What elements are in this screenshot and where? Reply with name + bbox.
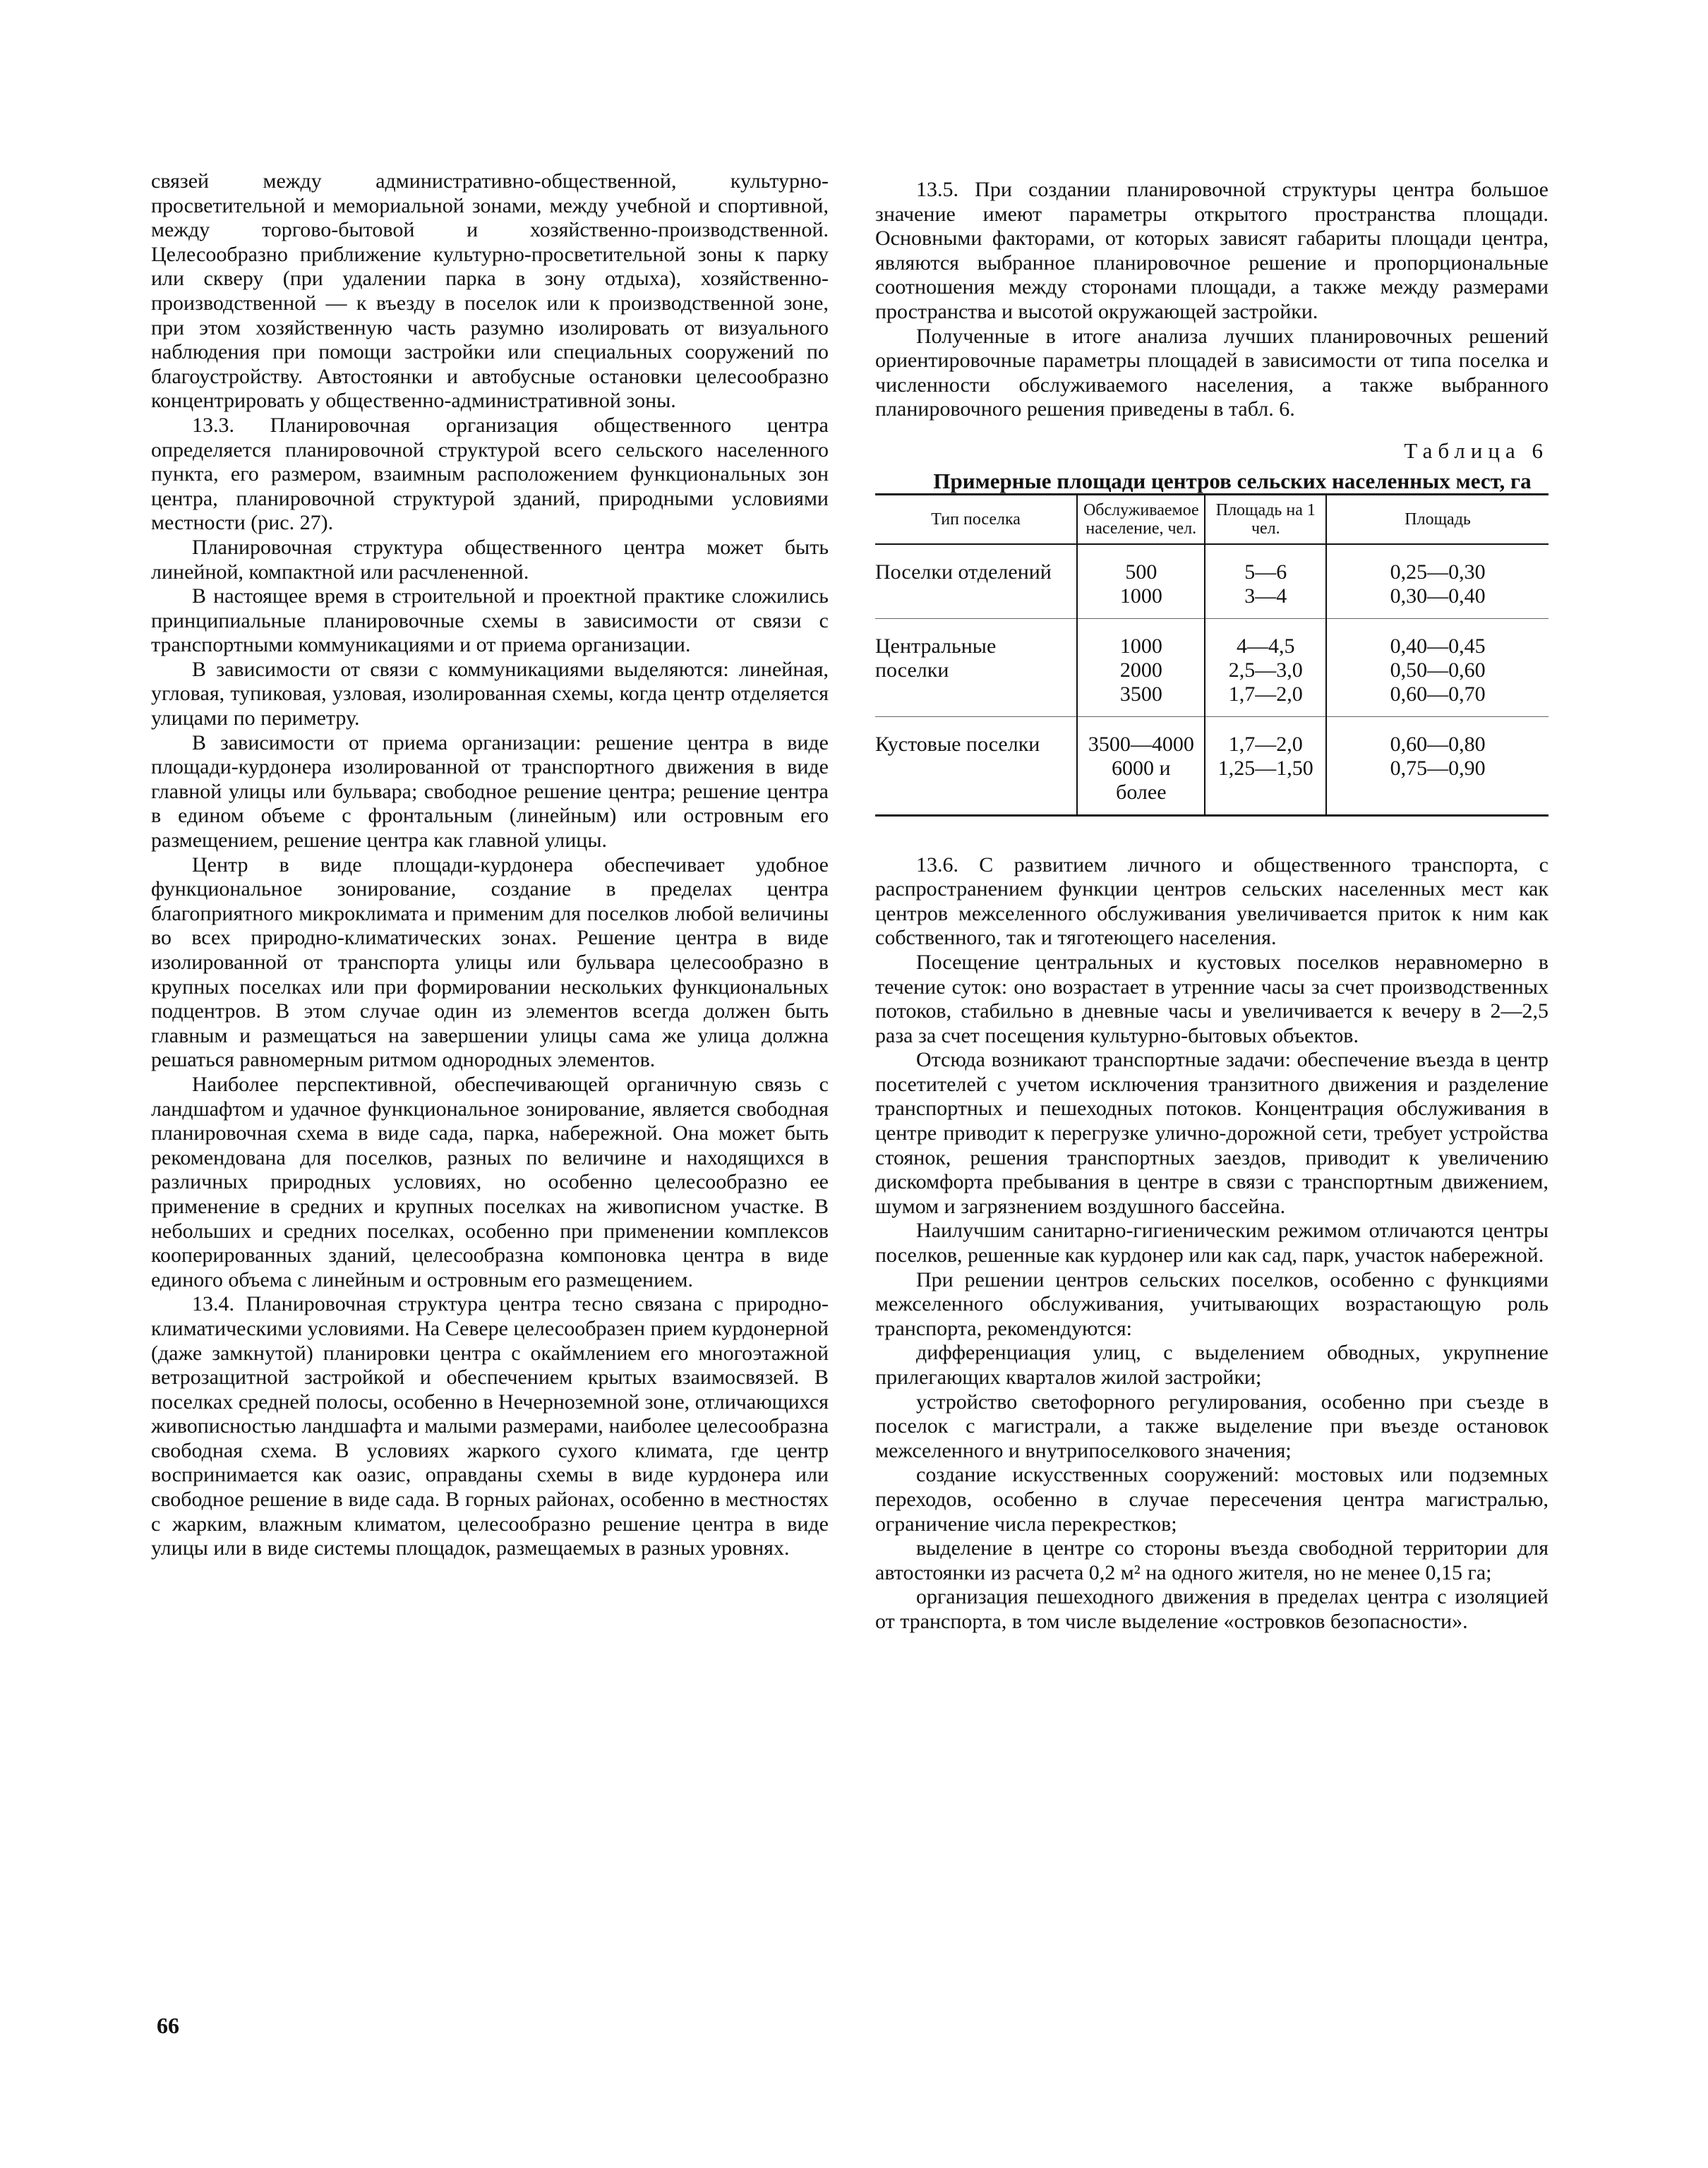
cell-value: 1,7—2,0 — [1228, 732, 1303, 756]
cell-population — [1077, 618, 1205, 716]
cell-type: Поселки отделений — [875, 560, 1052, 584]
paragraph: Полученные в итоге анализа лучших планировочных решений ориентировочные параметры площадей в зависимости от типа поселка и численности обслуживаемого населения, а также выбранного планировочного решения приведены в табл. 6. — [875, 324, 1548, 421]
list-item: организация пешеходного движения в пределах центра с изоляцией от транспорта, в том числе выделение «островков безопасности». — [875, 1585, 1548, 1633]
cell-per-person — [1205, 618, 1326, 716]
cell-type: Центральные поселки — [875, 618, 1077, 716]
cell-per-person — [1205, 544, 1326, 619]
paragraph-13-4: 13.4. Планировочная структура центра тесно связана с природно-климатическими условиями. На Севере целесообразен прием курдонерной (даже замкнутой) планировки центра с окаймлением его многоэтажной ветрозащитной застройкой и обеспечением крытых взаимосвязей. В поселках средней полосы, особенно в Нечерноземной зоне, отличающихся живописностью ландшафта и малыми размерами, наиболее целесообразна свободная схема. В условиях жаркого сухого климата, где центр воспринимается как оазис, оправданы схемы в виде курдонера или свободное решение в виде сада. В горных районах, особенно в местностях с жарким, влажным климатом, целесообразно решение центра в виде улицы или в виде системы площадок, размещаемых в разных уровнях. — [151, 1292, 829, 1560]
cell-population — [1077, 716, 1205, 815]
header-population: Обслуживаемое население, чел. — [1077, 494, 1205, 544]
cell-population — [1077, 544, 1205, 619]
left-column — [151, 169, 829, 1561]
paragraph: Планировочная структура общественного центра может быть линейной, компактной или расчлененной. — [151, 535, 829, 584]
list-item: создание искусственных сооружений: мостовых или подземных переходов, особенно в случае пересечения центра магистралью, ограничение числа перекрестков; — [875, 1463, 1548, 1536]
table-label: Таблица 6 — [1404, 438, 1548, 463]
table-row — [875, 716, 1548, 815]
table-header-row — [875, 494, 1548, 544]
cell-value: 3—4 — [1244, 584, 1287, 608]
table-title: Примерные площади центров сельских населенных мест, га — [933, 468, 1532, 493]
cell-value: 0,50—0,60 — [1390, 658, 1486, 682]
paragraph-13-6: 13.6. С развитием личного и общественного транспорта, с распространением функции центров сельских населенных мест как центров межселенного обслуживания увеличивается приток к ним как собственного, так и тяготеющего населения. — [875, 853, 1548, 950]
header-type: Тип поселка — [875, 494, 1077, 544]
list-item: дифференциация улиц, с выделением обводных, укрупнение прилегающих кварталов жилой застройки; — [875, 1341, 1548, 1389]
cell-value: 0,60—0,80 — [1390, 732, 1486, 756]
header-per-person: Площадь на 1 чел. — [1205, 494, 1326, 544]
cell-value: 0,25—0,30 — [1390, 560, 1486, 584]
cell-value: 500 — [1125, 560, 1157, 584]
table-row — [875, 544, 1548, 619]
cell-value: 3500—4000 — [1088, 732, 1194, 756]
cell-value: 4—4,5 — [1237, 634, 1295, 658]
cell-type: Кустовые поселки — [875, 716, 1077, 815]
cell-value: 0,30—0,40 — [1390, 584, 1486, 608]
paragraph: Наилучшим санитарно-гигиеническим режимом отличаются центры поселков, решенные как курдонер или как сад, парк, участок набережной. — [875, 1219, 1548, 1267]
cell-value: 3500 — [1119, 682, 1162, 706]
cell-value: 2000 — [1119, 658, 1162, 682]
paragraph-13-3: 13.3. Планировочная организация общественного центра определяется планировочной структурой всего сельского населенного пункта, его размером, взаимным расположением функциональных зон центра, планировочной структурой зданий, природными условиями местности (рис. 27). — [151, 413, 829, 535]
cell-value: 1000 — [1119, 584, 1162, 608]
cell-value: 1,7—2,0 — [1228, 682, 1303, 706]
cell-area — [1326, 618, 1548, 716]
cell-value: 1,25—1,50 — [1217, 756, 1313, 780]
paragraph: В настоящее время в строительной и проектной практике сложились принципиальные планировочные схемы в зависимости от связи с транспортными коммуникациями и от приема организации. — [151, 584, 829, 657]
paragraph: При решении центров сельских поселков, особенно с функциями межселенного обслуживания, учитывающих возрастающую роль транспорта, рекомендуются: — [875, 1267, 1548, 1340]
paragraph: Посещение центральных и кустовых поселков неравномерно в течение суток: оно возрастает в утренние часы за счет производственных потоков, стабильно в дневные часы и увеличивается к вечеру в 2—2,5 раза за счет посещения культурно-бытовых объектов. — [875, 950, 1548, 1047]
cell-value: 0,75—0,90 — [1390, 756, 1486, 780]
cell-area — [1326, 544, 1548, 619]
cell-per-person — [1205, 716, 1326, 815]
paragraph: Отсюда возникают транспортные задачи: обеспечение въезда в центр посетителей с учетом исключения транзитного движения и разделение транспортных и пешеходных потоков. Концентрация обслуживания в центре приводит к перегрузке улично-дорожной сети, требует устройства стоянок, решения транспортных заездов, приводит к увеличению дискомфорта пребывания в центре в связи с транспортным движением, шумом и загрязнением воздушного бассейна. — [875, 1048, 1548, 1218]
paragraph: Наиболее перспективной, обеспечивающей органичную связь с ландшафтом и удачное функциональное зонирование, является свободная планировочная схема в виде сада, парка, набережной. Она может быть рекомендована для поселков, разных по величине и находящихся в различных природных условиях, но особенно целесообразно ее применение в средних и крупных поселках на живописном участке. В небольших и средних поселках, особенно при применении комплексов кооперированных зданий, целесообразна компоновка центра в виде единого объема с линейным и островным его размещением. — [151, 1072, 829, 1291]
paragraph-13-5: 13.5. При создании планировочной структуры центра большое значение имеют параметры открытого пространства площади. Основными факторами, от которых зависят габариты площади центра, являются выбранное планировочное решение и пропорциональные соотношения между сторонами площади, а также между размерами пространства и высотой окружающей застройки. — [875, 178, 1548, 323]
paragraph: Центр в виде площади-курдонера обеспечивает удобное функциональное зонирование, создание в пределах центра благоприятного микроклимата и применим для поселков любой величины во всех природно-климатических зонах. Решение центра в виде изолированной от транспорта улицы или бульвара целесообразно в крупных поселках или при формировании нескольких функциональных подцентров. В этом случае один из элементов всегда должен быть главным и размещаться на завершении улицы сама же улица должна решаться равномерным ритмом однородных элементов. — [151, 853, 829, 1072]
cell-value: 5—6 — [1244, 560, 1287, 584]
page-number: 66 — [157, 2013, 179, 2038]
table-row — [875, 618, 1548, 716]
list-item: выделение в центре со стороны въезда свободной территории для автостоянки из расчета 0,2 м² на одного жителя, но не менее 0,15 га; — [875, 1536, 1548, 1584]
areas-table — [875, 493, 1548, 817]
cell-value: 6000 и более — [1112, 756, 1171, 804]
list-item: устройство светофорного регулирования, особенно при съезде в поселок с магистрали, а также выделение при въезде остановок межселенного и внутрипоселкового значения; — [875, 1390, 1548, 1462]
cell-value: 2,5—3,0 — [1228, 658, 1303, 682]
paragraph: В зависимости от связи с коммуникациями выделяются: линейная, угловая, тупиковая, узловая, изолированная схемы, когда центр отделяется улицами по периметру. — [151, 657, 829, 730]
cell-area — [1326, 716, 1548, 815]
cell-value: 0,60—0,70 — [1390, 682, 1486, 706]
right-column — [875, 178, 1548, 1634]
after-table-text — [875, 853, 1548, 1634]
paragraph: В зависимости от приема организации: решение центра в виде площади-курдонера изолированной от транспортного движения в виде главной улицы или бульвара; свободное решение центра; решение центра в едином объеме с фронтальным (линейным) или островным его размещением, решение центра как главной улицы. — [151, 730, 829, 853]
cell-value: 1000 — [1119, 634, 1162, 658]
paragraph: связей между административно-общественной, культурно-просветительной и мемориальной зонами, между учебной и спортивной, между торгово-бытовой и хозяйственно-производственной. Целесообразно приближение культурно-просветительной зоны к парку или скверу (при удалении парка в зону отдыха), хозяйственно-производственной — к въезду в поселок или к производственной зоне, при этом хозяйственную часть разумно изолировать от визуального наблюдения при помощи застройки или специальных сооружений по благоустройству. Автостоянки и автобусные остановки целесообразно концентрировать у общественно-административной зоны. — [151, 169, 829, 413]
cell-value: 0,40—0,45 — [1390, 634, 1486, 658]
header-area: Площадь — [1326, 494, 1548, 544]
